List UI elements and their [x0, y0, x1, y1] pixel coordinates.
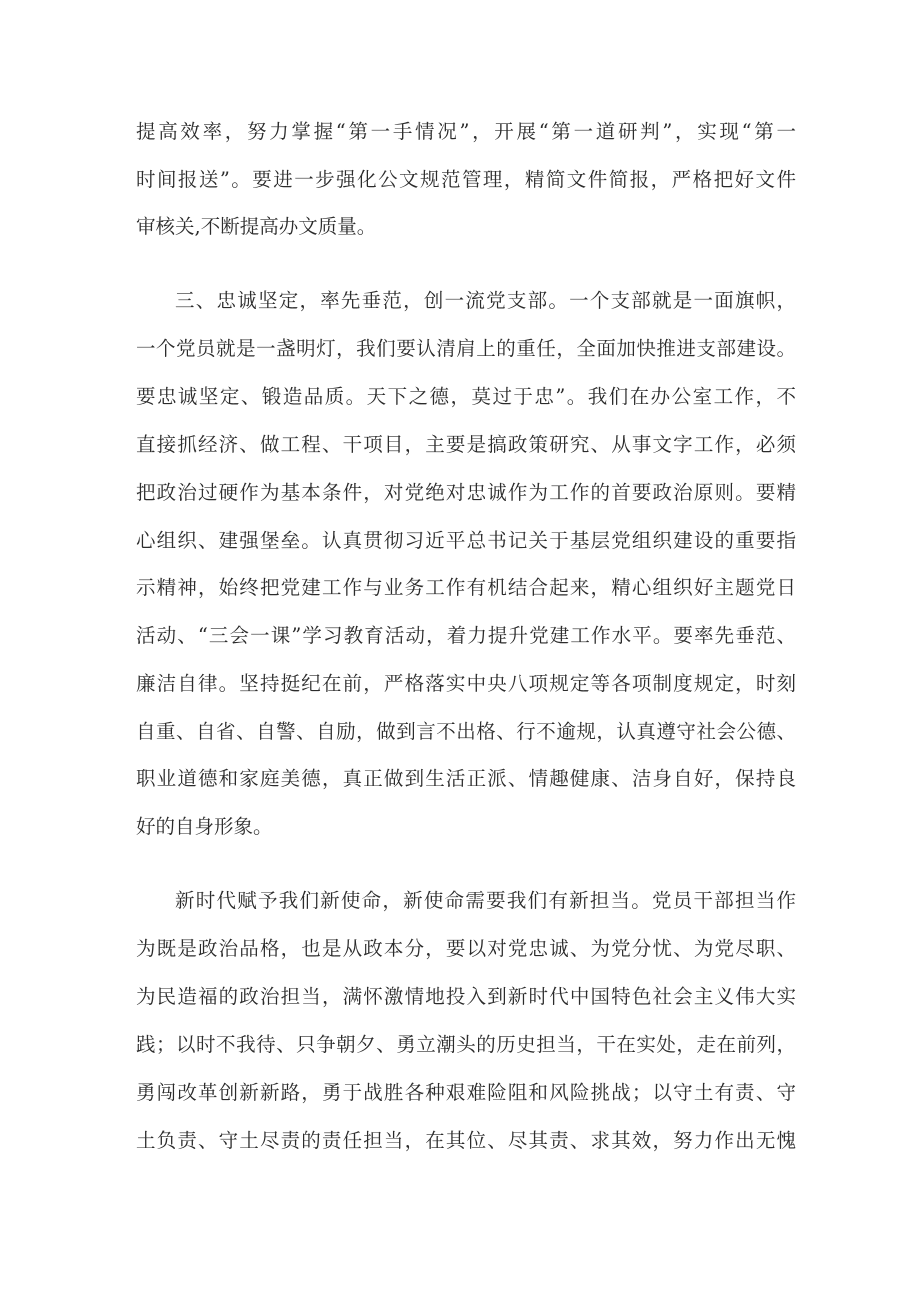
paragraph-2-line-10: 自重、自省、自警、自励，做到言不出格、行不逾规，认真遵守社会公德、 — [136, 720, 796, 743]
paragraph-2-line-12: 好的自身形象。 — [136, 815, 273, 838]
paragraph-3-line-6: 土负责、守土尽责的责任担当，在其位、尽其责、求其效，努力作出无愧 — [136, 1129, 796, 1152]
paragraph-2-line-5: 把政治过硬作为基本条件，对党绝对忠诚作为工作的首要政治原则。要精 — [136, 481, 796, 504]
paragraph-3-line-1: 新时代赋予我们新使命，新使命需要我们有新担当。党员干部担当作 — [175, 889, 796, 912]
paragraph-3-line-4: 践；以时不我待、只争朝夕、勇立潮头的历史担当，干在实处，走在前列， — [136, 1033, 796, 1056]
paragraph-2-line-8: 活动、“三会一课”学习教育活动，着力提升党建工作水平。要率先垂范、 — [136, 624, 796, 647]
paragraph-3-line-5: 勇闯改革创新新路，勇于战胜各种艰难险阻和风险挑战；以守土有责、守 — [136, 1081, 796, 1104]
paragraph-2-line-4: 直接抓经济、做工程、干项目，主要是搞政策研究、从事文字工作，必须 — [136, 433, 796, 456]
paragraph-3-line-3: 为民造福的政治担当，满怀激情地投入到新时代中国特色社会主义伟大实 — [136, 985, 796, 1008]
paragraph-2-line-6: 心组织、建强堡垒。认真贯彻习近平总书记关于基层党组织建设的重要指 — [136, 529, 796, 552]
paragraph-1-line-3: 审核关,不断提高办文质量。 — [136, 215, 377, 238]
paragraph-1-line-1: 提高效率，努力掌握“第一手情况”，开展“第一道研判”，实现“第一 — [136, 120, 796, 143]
paragraph-2-line-7: 示精神，始终把党建工作与业务工作有机结合起来，精心组织好主题党日 — [136, 576, 796, 599]
paragraph-2-line-1: 三、忠诚坚定，率先垂范，创一流党支部。一个支部就是一面旗帜， — [175, 289, 796, 312]
paragraph-2-line-3: 要忠诚坚定、锻造品质。天下之德，莫过于忠”。我们在办公室工作，不 — [136, 385, 796, 408]
paragraph-2-line-11: 职业道德和家庭美德，真正做到生活正派、情趣健康、洁身自好，保持良 — [136, 767, 796, 790]
paragraph-2-line-9: 廉洁自律。坚持挺纪在前，严格落实中央八项规定等各项制度规定，时刻 — [136, 672, 796, 695]
paragraph-1-line-2: 时间报送”。要进一步强化公文规范管理，精简文件简报，严格把好文件 — [136, 168, 796, 191]
paragraph-2-line-2: 一个党员就是一盏明灯，我们要认清肩上的重任，全面加快推进支部建设。 — [136, 337, 796, 360]
paragraph-3-line-2: 为既是政治品格，也是从政本分，要以对党忠诚、为党分忧、为党尽职、 — [136, 937, 796, 960]
